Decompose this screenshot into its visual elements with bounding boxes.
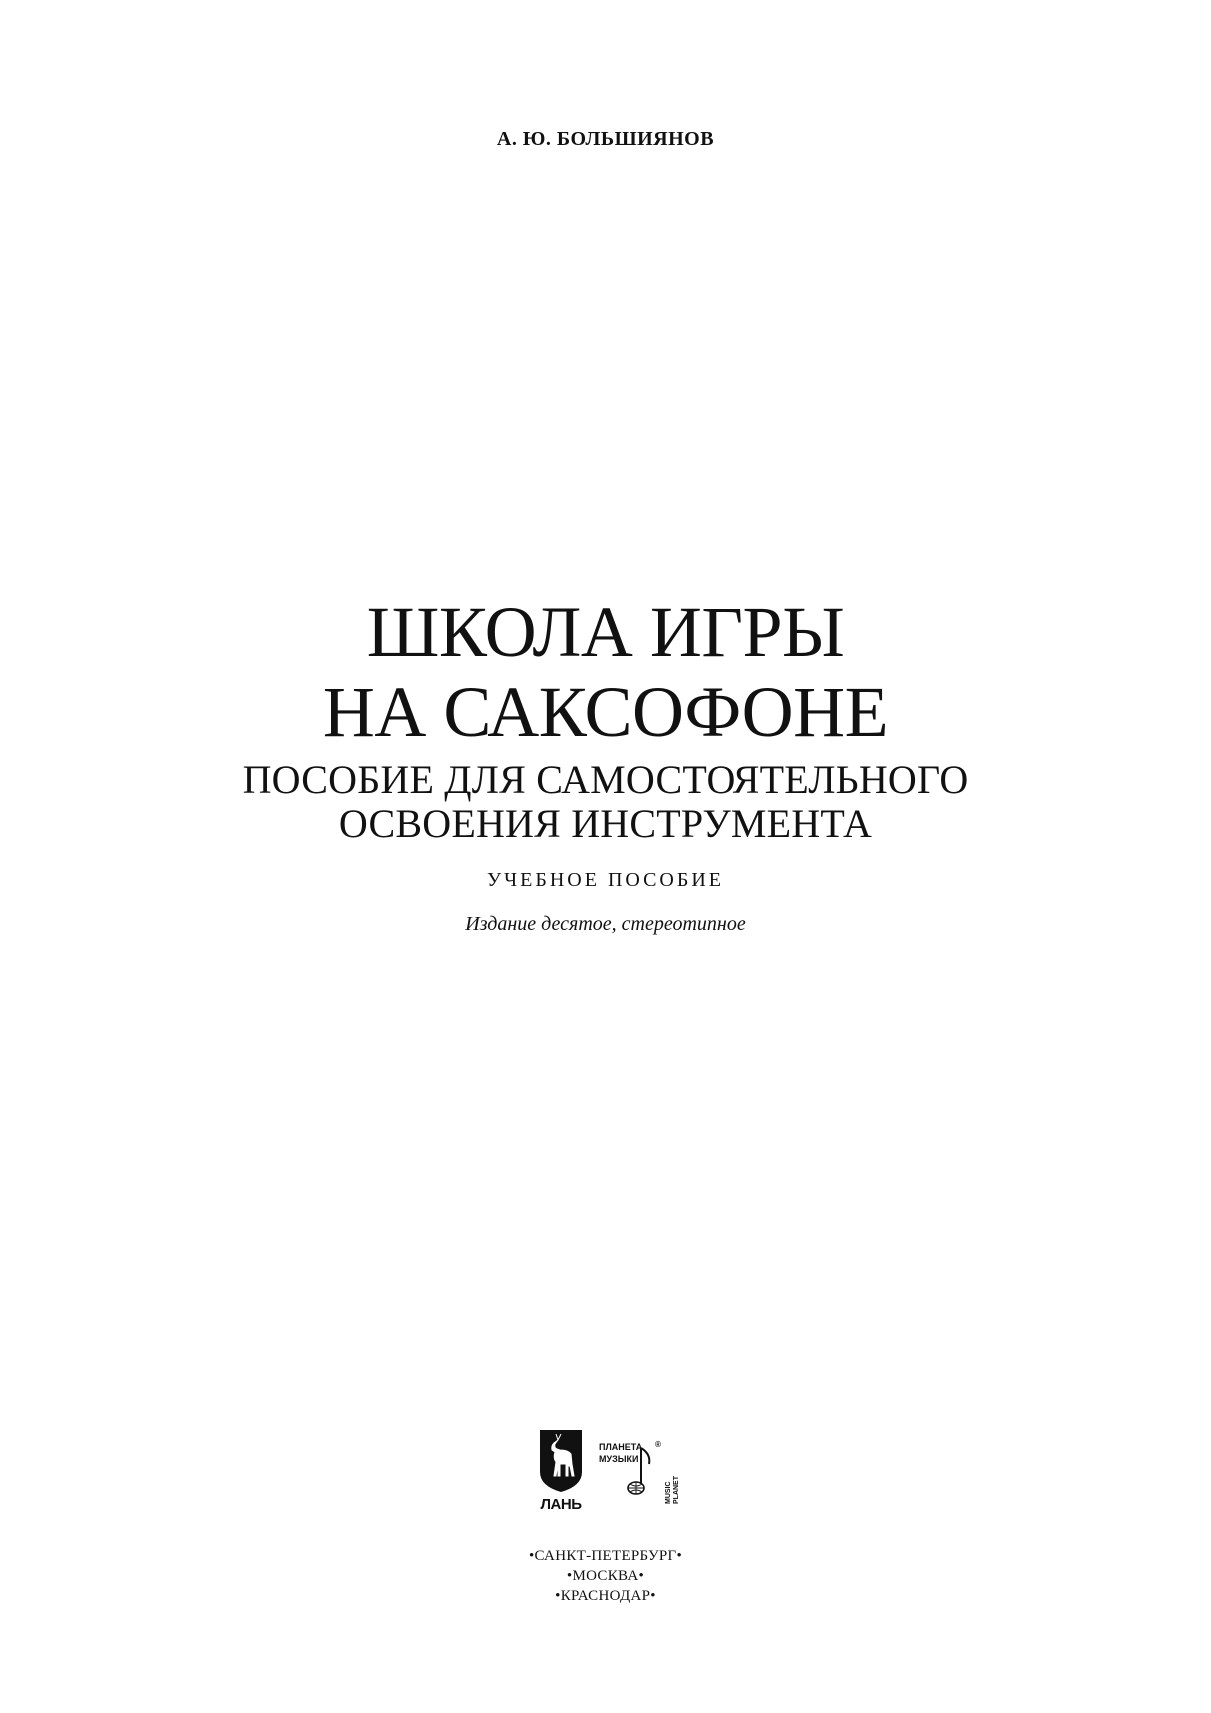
book-subtitle-line-1: ПОСОБИЕ ДЛЯ САМОСТОЯТЕЛЬНОГО (242, 757, 969, 802)
publisher-logos (0, 1428, 1211, 1528)
book-title-line-1: ШКОЛА ИГРЫ (366, 592, 845, 672)
city-moscow: •МОСКВА• (566, 1568, 645, 1584)
lan-logo-text: ЛАНЬ (540, 1496, 582, 1513)
music-planet-vertical-line-1: MUSIC (665, 1481, 672, 1504)
edition-note: Издание десятое, стереотипное (465, 913, 746, 935)
music-planet-vertical-line-2: PLANET (673, 1476, 680, 1504)
city-saint-petersburg: •САНКТ-ПЕТЕРБУРГ• (528, 1548, 683, 1564)
lan-publisher-logo (538, 1428, 584, 1518)
book-type: УЧЕБНОЕ ПОСОБИЕ (486, 869, 725, 891)
music-planet-name-line-1: ПЛАНЕТА (599, 1442, 643, 1452)
publisher-cities (0, 1546, 1211, 1606)
city-krasnodar: •КРАСНОДАР• (555, 1588, 656, 1604)
author-name: А. Ю. БОЛЬШИЯНОВ (496, 128, 715, 150)
book-subtitle-line-2: ОСВОЕНИЯ ИНСТРУМЕНТА (338, 801, 873, 846)
music-planet-vertical-text (665, 1476, 681, 1504)
music-planet-name-line-2: МУЗЫКИ (599, 1454, 639, 1464)
title-block (0, 592, 1211, 936)
music-planet-logo (599, 1442, 679, 1512)
deer-shield-icon (538, 1428, 584, 1494)
registered-mark: ® (655, 1440, 661, 1449)
book-title-line-2: НА САКСОФОНЕ (322, 672, 889, 752)
